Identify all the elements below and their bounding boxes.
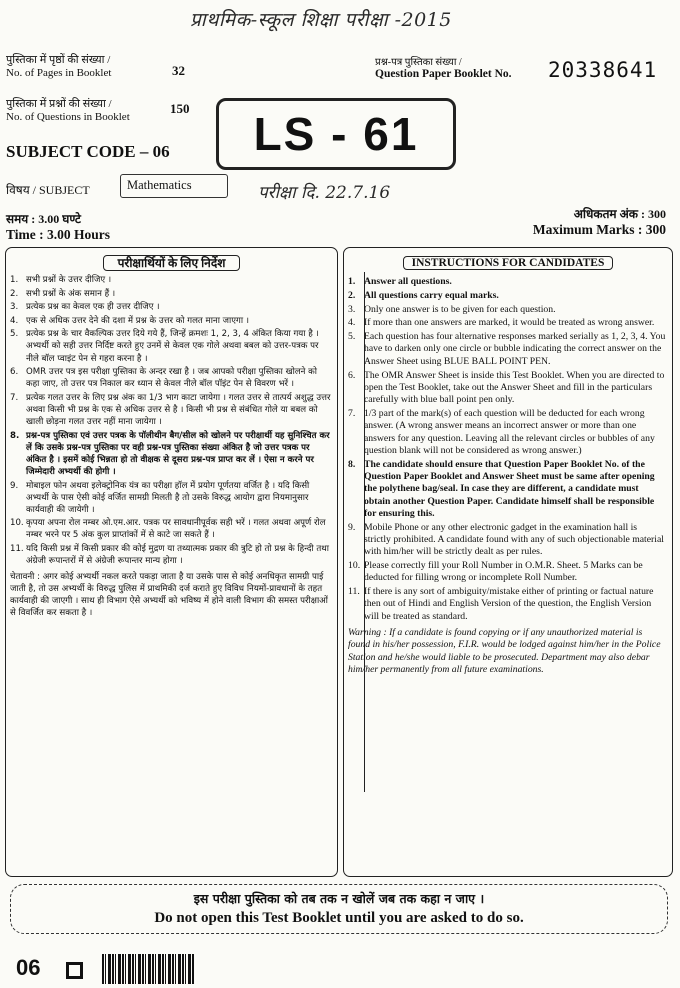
list-item: 11. यदि किसी प्रश्न में किसी प्रकार की कोई मुद्रण या तथ्यात्मक प्रकार की त्रुटि हो तो प्रश्न के हिन्दी तथा अंग्रेजी रूपान्तरों में से अंग्रेजी रूपान्तर मान्य होगा ।: [10, 543, 329, 567]
list-item: 8. The candidate should ensure that Question Paper Booklet No. of the Question Paper Booklet and Answer Sheet must be same after opening the polythene bag/seal. In case they are different, a candidate must obtain another Question Paper. Candidate himself shall be responsible for ensuring this.: [348, 458, 655, 519]
questions-value: 150: [170, 101, 190, 116]
footer-notice-hi: इस परीक्षा पुस्तिका को तब तक न खोलें जब तक कहा न जाए ।: [193, 891, 485, 906]
list-item: 8. प्रश्न-पत्र पुस्तिका एवं उत्तर पत्रक के पॉलीथीन बैग/सील को खोलने पर परीक्षार्थी यह सुनिश्चित कर लें कि उसके प्रश्न-पत्र पुस्तिका पर वही प्रश्न-पत्र पुस्तिका संख्या अंकित है जो उत्तर पत्रक पर अंकित है । इसमें कोई भिन्नता हो तो वीक्षक से दूसरा प्रश्न-पत्र प्राप्त कर लें । ऐसा न करने पर जिम्मेदारी अभ्यर्थी की होगी ।: [10, 430, 330, 477]
english-instructions-heading: [344, 253, 672, 271]
list-item: 11. If there is any sort of ambiguity/mistake either of printing or factual nature then out of Hindi and English Version of the question, the English Version will be treated as standard.: [348, 586, 654, 622]
exam-date-handwritten: परीक्षा दि. 22.7.16: [258, 183, 391, 203]
footer-notice-en: Do not open this Test Booklet until you are asked to do so.: [154, 910, 524, 926]
footer-notice-box: [10, 884, 668, 934]
list-item: 6. The OMR Answer Sheet is inside this Test Booklet. When you are directed to open the Test Booklet, take out the Answer Sheet and fill in the particulars carefully with blue ball point pen only.: [348, 369, 665, 406]
questions-label-en: No. of Questions in Booklet: [6, 111, 130, 123]
pages-value: 32: [172, 63, 185, 78]
list-item: 10. कृपया अपना रोल नम्बर ओ.एम.आर. पत्रक पर सावधानीपूर्वक सही भरें । गलत अथवा अपूर्ण रोल नम्बर भरने पर 5 अंक कुल प्राप्तांकों में से काटे जा सकते हैं ।: [10, 518, 326, 541]
list-item: 7. 1/3 part of the mark(s) of each question will be deducted for each wrong answer. (A wrong answer means an incorrect answer or more than one answers for any question. Leaving all the relevant circles or bubbles of any question blank will not be considered as wrong answer.): [348, 407, 655, 456]
hindi-instructions-heading: [6, 254, 337, 272]
time-hi: समय : 3.00 घण्टे: [6, 212, 81, 226]
subject-code: SUBJECT CODE – 06: [6, 142, 170, 161]
pages-label: [6, 54, 166, 80]
time-label: [6, 210, 110, 243]
list-item: 6. OMR उत्तर पत्र इस परीक्षा पुस्तिका के अन्दर रखा है । जब आपको परीक्षा पुस्तिका खोलने को कहा जाए, तो उत्तर पत्र निकाल कर ध्यान से केवल नीले बॉल पॉइंट पेन से विवरण भरें ।: [10, 367, 317, 390]
marks-hi: अधिकतम अंक : 300: [573, 207, 666, 221]
list-item: 5. प्रत्येक प्रश्न के चार वैकल्पिक उत्तर दिये गये हैं, जिन्हें क्रमशः 1, 2, 3, 4 अंकित किया गया है । अभ्यर्थी को सही उत्तर निर्दिष्ट करते हुए उनमें से केवल एक गोले अथवा बबल को उत्तर-पत्रक पर नीले बॉल प्वाइंट पेन से गहरा करना है ।: [10, 329, 319, 364]
booklet-no-label-en: Question Paper Booklet No.: [375, 68, 512, 80]
subject-value-box: [120, 174, 228, 198]
booklet-no-value: 20338641: [548, 58, 658, 82]
paper-code: LS - 61: [253, 108, 419, 160]
hindi-instructions-box: [5, 247, 338, 877]
questions-label-hi: पुस्तिका में प्रश्नों की संख्या /: [6, 98, 112, 110]
marks-en: Maximum Marks : 300: [532, 222, 666, 237]
list-item: 3. प्रत्येक प्रश्न का केवल एक ही उत्तर दीजिए ।: [10, 302, 160, 313]
list-item: 1. सभी प्रश्नों के उत्तर दीजिए ।: [10, 275, 112, 285]
pages-label-hi: पुस्तिका में पृष्ठों की संख्या /: [6, 54, 111, 66]
english-warning: Warning : If a candidate is found copying or if any unauthorized material is found in his/her possession, F.I.R. would be lodged against him/her in the Police Station and he/she would liable to be prosecuted. Department may also debar him/her permanently from all future examinations.: [348, 627, 661, 675]
english-instructions-list: [348, 276, 666, 676]
time-en: Time : 3.00 Hours: [6, 227, 110, 242]
list-item: 5. Each question has four alternative responses marked serially as 1, 2, 3, 4. You have to darken only one circle or bubble indicating the correct answer on the Answer Sheet using BLUE BALL POINT PEN.: [348, 331, 666, 367]
marks-label: [480, 205, 666, 238]
pages-label-en: No. of Pages in Booklet: [6, 67, 112, 79]
list-item: 4. If more than one answers are marked, it would be treated as wrong answer.: [348, 317, 655, 329]
booklet-no-label-hi: प्रश्न-पत्र पुस्तिका संख्या /: [375, 57, 462, 68]
questions-label: [6, 98, 176, 124]
hindi-instructions-list: [10, 274, 332, 620]
list-item: 10. Please correctly fill your Roll Number in O.M.R. Sheet. 5 Marks can be deducted for filling wrong or incomplete Roll Number.: [348, 560, 643, 584]
footer-code: 06: [16, 955, 41, 980]
hindi-warning: चेतावनी : अगर कोई अभ्यर्थी नकल करते पकड़ा जाता है या उसके पास से कोई अनधिकृत सामग्री पाई जाती है, तो उस अभ्यर्थी के विरुद्ध पुलिस में प्राथमिकी दर्ज कराते हुए विविध नियमों-प्रावधानों के तहत कार्यवाही की जाएगी । साथ ही विभाग ऐसे अभ्यर्थी को भविष्य में होने वाली विभाग की समस्त परीक्षाओं से विवर्जित कर सकता है ।: [10, 572, 328, 619]
checkbox-square: [66, 962, 83, 979]
list-item: 9. मोबाइल फोन अथवा इलेक्ट्रोनिक यंत्र का परीक्षा हॉल में प्रयोग पूर्णतया वर्जित है । यदि किसी अभ्यर्थी के पास ऐसी कोई वर्जित सामग्री मिलती है तो उसके विरुद्ध आयोग द्वारा नियमानुसार कार्यवाही की जायेगी ।: [10, 480, 310, 515]
list-item: 3. Only one answer is to be given for each question.: [348, 303, 556, 315]
list-item: 2. सभी प्रश्नों के अंक समान हैं ।: [10, 288, 116, 299]
booklet-no-label: [375, 54, 512, 80]
list-item: 9. Mobile Phone or any other electronic gadget in the examination hall is strictly prohibited. A candidate found with any of such objectionable material with him/her will be strictly dealt as per rules.: [348, 521, 664, 558]
hindi-heading-text: परीक्षार्थियों के लिए निर्देश: [103, 255, 241, 271]
subject-label: विषय / SUBJECT: [6, 183, 90, 197]
barcode: [102, 954, 194, 984]
handwritten-title: प्राथमिक-स्कूल शिक्षा परीक्षा -2015: [190, 9, 452, 31]
list-item: 1. Answer all questions.: [348, 276, 452, 287]
english-heading-text: INSTRUCTIONS FOR CANDIDATES: [403, 256, 614, 270]
list-item: 4. एक से अधिक उत्तर देने की दशा में प्रश्न के उत्तर को गलत माना जाएगा ।: [10, 315, 250, 326]
english-instructions-box: [343, 247, 673, 877]
list-item: 2. All questions carry equal marks.: [348, 289, 499, 301]
subject-value: Mathematics: [127, 178, 192, 192]
list-item: 7. प्रत्येक गलत उत्तर के लिए प्रश्न अंक का 1/3 भाग काटा जायेगा । गलत उत्तर से तात्पर्य अशुद्ध उत्तर अथवा किसी भी प्रश्न के एक से अधिक उत्तर से है । किसी भी प्रश्न से संबंधित गोले या बबल को खाली छोड़ना गलत उत्तर नहीं माना जायेगा ।: [10, 392, 331, 428]
paper-code-box: [216, 98, 456, 170]
